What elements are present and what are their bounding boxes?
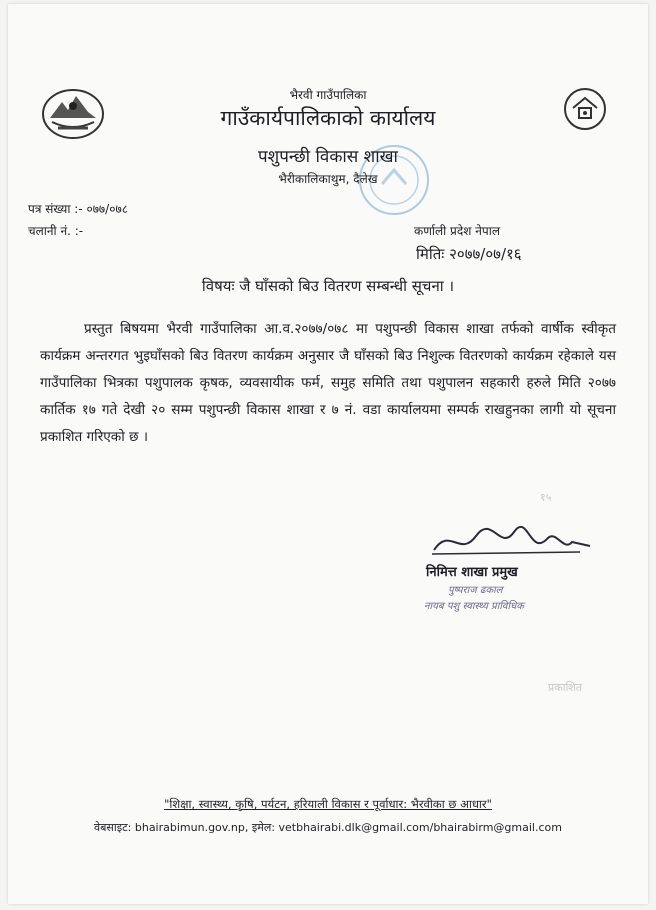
notice-body: प्रस्तुत बिषयमा भैरवी गाउँपालिका आ.व.२०७७/०७८ मा पशुपन्छी विकास शाखा तर्फको वार्षीक स्वीकृत कार्यक्रम अन्तरगत भुइघाँसको बिउ वितरण कार्यक्रम अनुसार जै घाँसको बिउ निशुल्क वितरणको कार्यक्रम रहेकाले यस गाउँपालिका भित्रका पशुपालक कृषक, व्यवसायीक फर्म, समुह समिति तथा पशुपालन सहकारी हरुले मिति २०७७ कार्तिक १७ गते देखी २० सम्म पशुपन्छी विकास शाखा र ७ नं. वडा कार्यालयमा सम्पर्क राखहुनका लागी यो सूचना प्रकाशित गरिएको छ । [40,321,616,445]
subject-line: विषयः जै घाँसको बिउ वितरण सम्बन्धी सूचना । [201,277,455,295]
bleed-through-text: प्रकाशित [548,681,583,694]
dispatch-number: चलानी नं. :- [28,224,84,238]
municipality-name: भैरवी गाउँपालिका [289,88,367,102]
footer-slogan: "शिक्षा, स्वास्थ्य, कृषि, पर्यटन, हरियाली विकास र पूर्वाधार: भैरवीका छ आधार" [164,797,492,811]
office-address: भैरीकालिकाथुम, दैलेख [278,172,378,186]
signature-icon [430,522,600,566]
stamp-designation: नायब पशु स्वास्थ्य प्राविधिक [424,601,524,612]
stamp-name: पुष्पराज ढकाल [448,585,503,596]
signatory-title: निमित्त शाखा प्रमुख [426,565,518,580]
footer-contact: वेबसाइट: bhairabimun.gov.np, इमेल: vetbhairabi.dlk@gmail.com/bhairabirm@gmail.com [94,821,562,834]
bleed-through-text: १५ [540,491,552,504]
letter-number: पत्र संख्या :- ०७७/०७८ [28,202,128,216]
office-title: गाउँकार्यपालिकाको कार्यालय [220,106,436,130]
letter-date: मितिः २०७७/०७/१६ [416,245,522,263]
branch-name: पशुपन्छी विकास शाखा [258,147,398,167]
province-name: कर्णाली प्रदेश नेपाल [414,224,500,238]
